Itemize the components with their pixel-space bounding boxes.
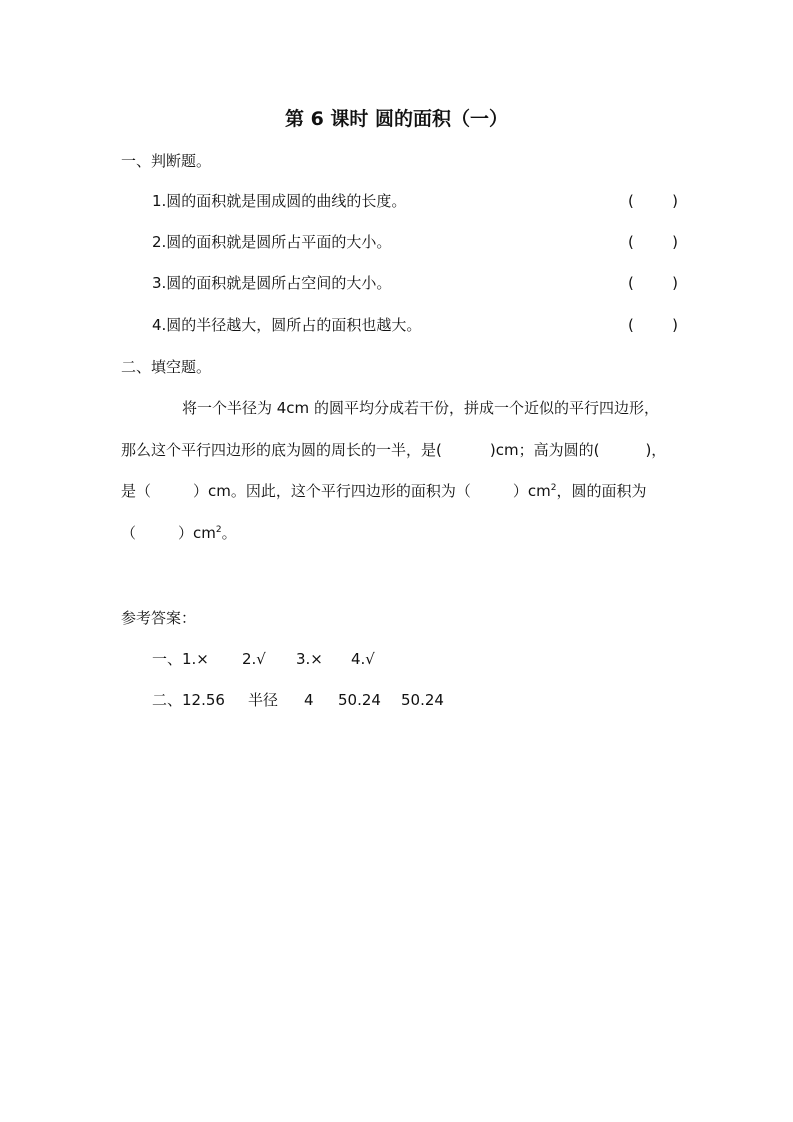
section2-heading: 二、填空题。 [121,358,212,376]
question-3: 3.圆的面积就是圆所占空间的大小。 [152,274,392,292]
answer-paren-4: ( ) [628,316,678,334]
fill-blank-line-2: 那么这个平行四边形的底为圆的周长的一半，是( )cm；高为圆的( )， [121,441,667,459]
answer-paren-1: ( ) [628,192,678,210]
answer-row-1-item-3: 3.× [296,650,323,668]
question-1: 1.圆的面积就是围成圆的曲线的长度。 [152,192,407,210]
answers-heading: 参考答案： [121,609,197,627]
section1-heading: 一、判断题。 [121,152,212,170]
page-title: 第 6 课时 圆的面积（一） [284,108,509,130]
answer-row-1-item-2: 2.√ [242,650,266,668]
answer-row-2-label: 二、12.56 [152,691,225,709]
answer-row-1-item-4: 4.√ [351,650,375,668]
fill-blank-line-1: 将一个半径为 4cm 的圆平均分成若干份，拼成一个近似的平行四边形， [182,399,659,417]
question-2: 2.圆的面积就是圆所占平面的大小。 [152,233,392,251]
question-4: 4.圆的半径越大，圆所占的面积也越大。 [152,316,422,334]
answer-paren-3: ( ) [628,274,678,292]
superscript-2: 2 [550,483,557,493]
fill-blank-line-3: 是（ ）cm。因此，这个平行四边形的面积为（ ）$cm^2$，圆的面积为 [121,482,647,500]
fill-blank-line-4: （ ）$cm^2$。 [121,524,237,542]
answer-row-1-label: 一、1.× [152,650,209,668]
answer-row-2-item-2: 4 [304,691,314,709]
answer-row-2-item-4: 50.24 [401,691,444,709]
answer-paren-2: ( ) [628,233,678,251]
answer-row-2-item-3: 50.24 [338,691,381,709]
superscript-2: 2 [215,525,222,535]
answer-row-2-item-1: 半径 [248,691,279,709]
